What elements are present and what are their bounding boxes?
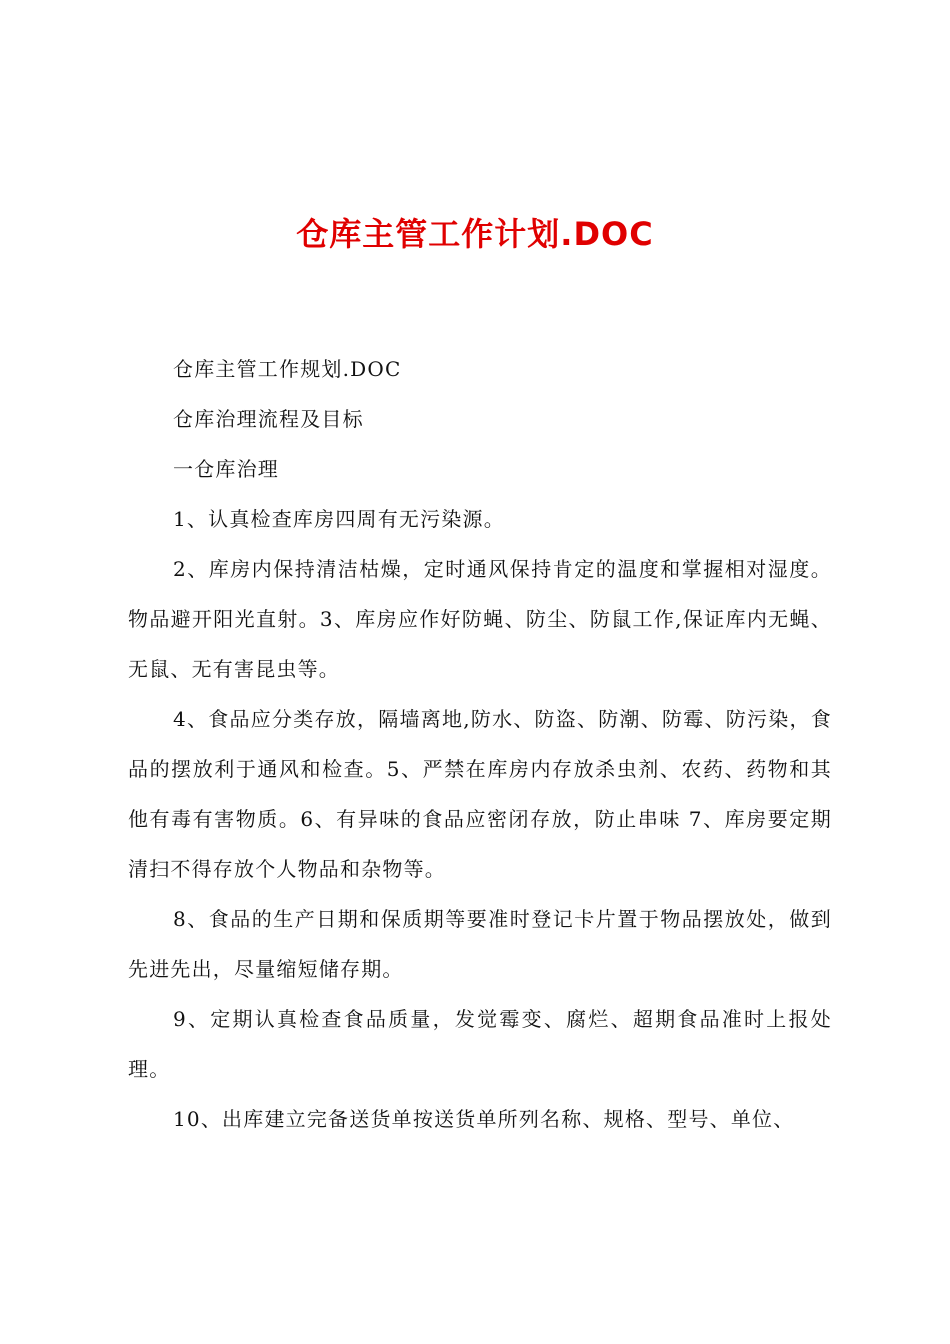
- document-title: 仓库主管工作计划.DOC: [296, 215, 654, 253]
- document-body: [128, 344, 832, 1144]
- paragraph-process-heading: 仓库治理流程及目标: [173, 407, 364, 431]
- paragraph-section-heading: 一仓库治理: [173, 457, 279, 481]
- paragraph-item-8: 8、食品的生产日期和保质期等要准时登记卡片置于物品摆放处，做到先进先出，尽量缩短储存期。: [128, 907, 832, 981]
- paragraph-items-2-3: 2、库房内保持清洁枯燥，定时通风保持肯定的温度和掌握相对湿度。物品避开阳光直射。3、库房应作好防蝇、防尘、防鼠工作,保证库内无蝇、无鼠、无有害昆虫等。: [128, 557, 832, 681]
- paragraph-plan-subtitle: 仓库主管工作规划.DOC: [173, 357, 402, 381]
- paragraph-items-4-7: 4、食品应分类存放，隔墙离地,防水、防盗、防潮、防霉、防污染，食品的摆放利于通风和检查。5、严禁在库房内存放杀虫剂、农药、药物和其他有毒有害物质。6、有异味的食品应密闭存放，防止串味 7、库房要定期清扫不得存放个人物品和杂物等。: [128, 707, 832, 881]
- paragraph-item-1: 1、认真检查库房四周有无污染源。: [173, 507, 505, 531]
- paragraph-item-9: 9、定期认真检查食品质量，发觉霉变、腐烂、超期食品准时上报处理。: [128, 1007, 832, 1081]
- paragraph-item-10: 10、出库建立完备送货单按送货单所列名称、规格、型号、单位、: [173, 1107, 795, 1131]
